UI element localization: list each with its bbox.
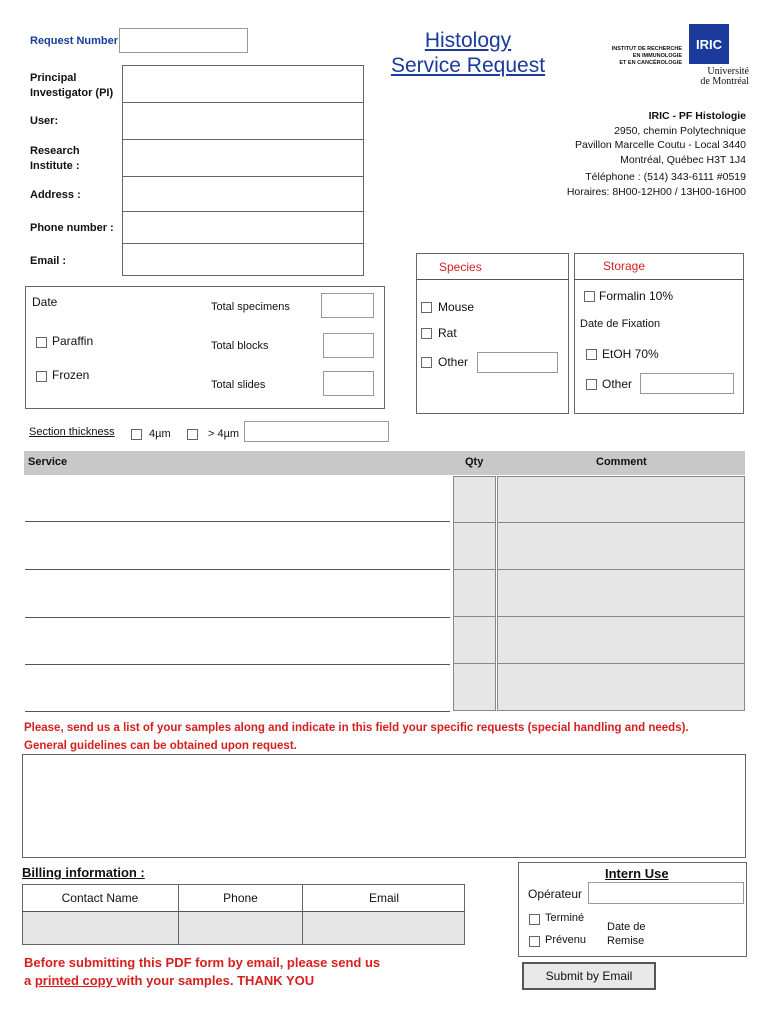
thickness-gt4um-label: > 4µm bbox=[208, 428, 240, 440]
qty-cell-1[interactable] bbox=[453, 476, 496, 523]
iric-logo-text: IRIC bbox=[696, 36, 722, 52]
address-phone: Téléphone : (514) 343-6111 #0519 bbox=[585, 171, 746, 183]
billing-title: Billing information : bbox=[22, 865, 145, 880]
submit-by-email-label: Submit by Email bbox=[545, 969, 633, 983]
service-line-4[interactable] bbox=[25, 664, 450, 665]
termine-checkbox[interactable] bbox=[529, 914, 540, 925]
iric-tagline-1: INSTITUT DE RECHERCHE bbox=[611, 46, 682, 52]
address-field[interactable] bbox=[122, 176, 364, 214]
section-thickness-label: Section thickness bbox=[29, 426, 115, 438]
date-remise-label bbox=[607, 920, 646, 948]
etoh-label: EtOH 70% bbox=[602, 347, 659, 361]
billing-phone-header: Phone bbox=[223, 891, 258, 905]
institute-label-1: Research bbox=[30, 145, 80, 157]
total-slides-label: Total slides bbox=[211, 379, 266, 391]
request-number-field[interactable] bbox=[119, 28, 248, 53]
address-building: Pavillon Marcelle Coutu - Local 3440 bbox=[574, 139, 746, 151]
service-line-1[interactable] bbox=[25, 521, 450, 522]
institute-label-2: Institute : bbox=[30, 160, 80, 172]
page-title-line2: Service Request bbox=[390, 54, 546, 77]
footer-line1: Before submitting this PDF form by email, please send us bbox=[24, 955, 381, 970]
udem-line2: de Montréal bbox=[700, 76, 749, 87]
formalin-checkbox[interactable] bbox=[584, 291, 595, 302]
iric-tagline-3: ET EN CANCÉROLOGIE bbox=[619, 60, 682, 66]
thickness-gt4um-checkbox[interactable] bbox=[187, 429, 198, 440]
date-label: Date bbox=[32, 295, 58, 309]
institute-field[interactable] bbox=[122, 139, 364, 177]
service-line-5[interactable] bbox=[25, 711, 450, 712]
address-city: Montréal, Québec H3T 1J4 bbox=[620, 153, 746, 166]
rat-checkbox[interactable] bbox=[421, 328, 432, 339]
etoh-checkbox[interactable] bbox=[586, 349, 597, 360]
page-title-line1: Histology bbox=[424, 29, 512, 52]
iric-tagline bbox=[610, 46, 682, 67]
udem-line1: Université bbox=[707, 66, 749, 77]
total-specimens-label: Total specimens bbox=[211, 301, 290, 313]
species-other-field[interactable] bbox=[477, 352, 558, 373]
qty-col-header: Qty bbox=[465, 456, 484, 468]
email-label: Email : bbox=[30, 255, 67, 267]
prevenu-label: Prévenu bbox=[545, 934, 586, 946]
pi-label-2: Investigator (PI) bbox=[30, 87, 114, 99]
species-other-label: Other bbox=[438, 355, 469, 369]
termine-label: Terminé bbox=[545, 912, 585, 924]
thickness-4um-label: 4µm bbox=[149, 428, 171, 440]
pi-label-1: Principal bbox=[30, 72, 77, 84]
iric-tagline-2: EN IMMUNOLOGIE bbox=[632, 53, 682, 59]
email-field[interactable] bbox=[122, 243, 364, 276]
rat-label: Rat bbox=[438, 326, 457, 340]
footer-line2 bbox=[24, 972, 380, 990]
footer-line2-pre: a bbox=[24, 973, 35, 988]
service-line-2[interactable] bbox=[25, 569, 450, 570]
storage-header: Storage bbox=[603, 259, 646, 273]
address-street: 2950, chemin Polytechnique bbox=[614, 124, 746, 137]
storage-divider bbox=[574, 279, 744, 280]
qty-cell-2[interactable] bbox=[453, 522, 496, 570]
billing-contact-field[interactable] bbox=[23, 912, 178, 944]
species-divider bbox=[416, 279, 569, 280]
billing-header-divider bbox=[22, 911, 465, 912]
billing-contact-header: Contact Name bbox=[61, 891, 139, 905]
udem-logo bbox=[683, 67, 749, 87]
storage-other-checkbox[interactable] bbox=[586, 379, 597, 390]
formalin-label: Formalin 10% bbox=[599, 289, 674, 303]
billing-phone-field[interactable] bbox=[179, 912, 302, 944]
comment-cell-2[interactable] bbox=[497, 522, 745, 570]
comment-cell-3[interactable] bbox=[497, 569, 745, 617]
footer-text bbox=[24, 954, 380, 990]
notice-line2: General guidelines can be obtained upon request. bbox=[24, 740, 297, 752]
comment-cell-5[interactable] bbox=[497, 663, 745, 711]
frozen-checkbox[interactable] bbox=[36, 371, 47, 382]
request-number-label: Request Number bbox=[30, 35, 119, 47]
notes-field[interactable] bbox=[22, 754, 746, 858]
storage-other-label: Other bbox=[602, 377, 633, 391]
operateur-field[interactable] bbox=[588, 882, 744, 904]
comment-cell-1[interactable] bbox=[497, 476, 745, 523]
mouse-checkbox[interactable] bbox=[421, 302, 432, 313]
footer-line2-post: with your samples. THANK YOU bbox=[116, 973, 315, 988]
operateur-label: Opérateur bbox=[528, 887, 583, 901]
institute-label bbox=[30, 144, 80, 174]
user-label: User: bbox=[30, 115, 59, 127]
billing-email-field[interactable] bbox=[303, 912, 464, 944]
date-fixation-label: Date de Fixation bbox=[580, 318, 661, 330]
address-block bbox=[567, 109, 746, 199]
phone-label: Phone number : bbox=[30, 222, 114, 234]
printed-copy-link: printed copy bbox=[34, 973, 117, 988]
comment-col-header: Comment bbox=[596, 456, 647, 468]
pi-label bbox=[30, 71, 113, 101]
notice-line1: Please, send us a list of your samples along and indicate in this field your specific requests (special handling and needs). bbox=[24, 722, 689, 734]
species-other-checkbox[interactable] bbox=[421, 357, 432, 368]
pi-field[interactable] bbox=[122, 65, 364, 103]
address-hours: Horaires: 8H00-12H00 / 13H00-16H00 bbox=[566, 185, 746, 198]
total-blocks-label: Total blocks bbox=[211, 340, 269, 352]
storage-other-field[interactable] bbox=[640, 373, 734, 394]
species-header: Species bbox=[439, 260, 482, 274]
total-blocks-field[interactable] bbox=[323, 333, 374, 358]
phone-field[interactable] bbox=[122, 211, 364, 244]
total-slides-field[interactable] bbox=[323, 371, 374, 396]
prevenu-checkbox[interactable] bbox=[529, 936, 540, 947]
date-remise-line2: Remise bbox=[607, 935, 645, 947]
total-specimens-field[interactable] bbox=[321, 293, 374, 318]
address-org: IRIC - PF Histologie bbox=[648, 110, 746, 122]
paraffin-label: Paraffin bbox=[52, 334, 94, 348]
iric-logo bbox=[689, 24, 729, 64]
intern-use-title: Intern Use bbox=[605, 866, 669, 881]
billing-email-header: Email bbox=[368, 891, 399, 905]
qty-cell-5[interactable] bbox=[453, 663, 496, 711]
comment-cell-4[interactable] bbox=[497, 616, 745, 664]
mouse-label: Mouse bbox=[438, 300, 475, 314]
submit-by-email-button[interactable] bbox=[522, 962, 656, 990]
thickness-other-field[interactable] bbox=[244, 421, 389, 442]
date-remise-line1: Date de bbox=[607, 921, 646, 933]
service-line-3[interactable] bbox=[25, 617, 450, 618]
user-field[interactable] bbox=[122, 102, 364, 140]
address-label: Address : bbox=[30, 189, 81, 201]
frozen-label: Frozen bbox=[52, 368, 90, 382]
qty-cell-4[interactable] bbox=[453, 616, 496, 664]
thickness-4um-checkbox[interactable] bbox=[131, 429, 142, 440]
notice-text bbox=[24, 719, 689, 755]
paraffin-checkbox[interactable] bbox=[36, 337, 47, 348]
qty-cell-3[interactable] bbox=[453, 569, 496, 617]
service-col-header: Service bbox=[28, 456, 68, 468]
